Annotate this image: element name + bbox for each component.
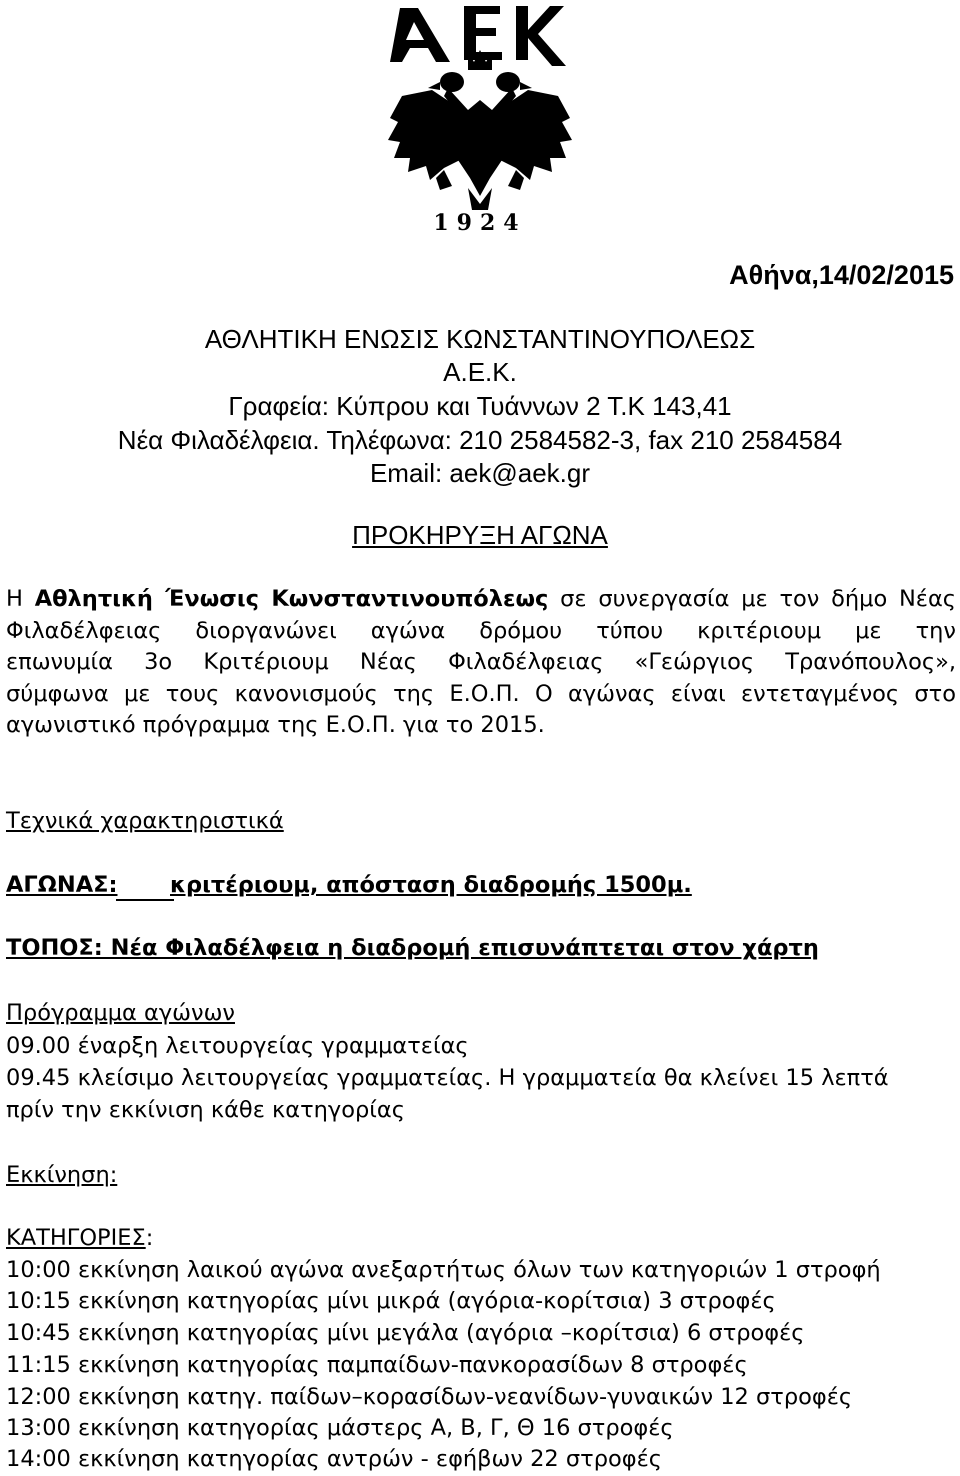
- category-item: 14:00 εκκίνηση κατηγορίας αντρών - εφήβων 22 στροφές: [6, 1446, 662, 1472]
- category-item: 11:15 εκκίνηση κατηγορίας παμπαίδων-πανκορασίδων 8 στροφές: [6, 1352, 748, 1378]
- categories-colon: :: [145, 1225, 154, 1251]
- logo-year: 1924: [433, 210, 527, 236]
- program-line-3: πρίν την εκκίνιση κάθε κατηγορίας: [6, 1097, 405, 1123]
- org-address: Γραφεία: Κύπρου και Τυάννων 2 Τ.Κ 143,41: [228, 391, 732, 421]
- category-item: 12:00 εκκίνηση κατηγ. παίδων–κορασίδων-νεανίδων-γυναικών 12 στροφές: [6, 1384, 853, 1410]
- race-label-underline-gap: [116, 899, 174, 901]
- category-item: 10:15 εκκίνηση κατηγορίας μίνι μικρά (αγόρια-κορίτσια) 3 στροφές: [6, 1288, 776, 1314]
- intro-paragraph: [6, 584, 956, 742]
- program-line-1: 09.00 έναρξη λειτουργείας γραμματείας: [6, 1033, 469, 1059]
- category-item: 13:00 εκκίνηση κατηγορίας μάστερς Α, Β, Γ, Θ 16 στροφές: [6, 1415, 674, 1441]
- race-value: κριτέριουμ, απόσταση διαδρομής 1500μ.: [170, 872, 692, 898]
- federation-name: Αθλητική Ένωσις Κωνσταντινουπόλεως: [34, 586, 549, 612]
- org-name: ΑΘΛΗΤΙΚΗ ΕΝΩΣΙΣ ΚΩΝΣΤΑΝΤΙΝΟΥΠΟΛΕΩΣ: [204, 324, 756, 354]
- program-line-2: 09.45 κλείσιμο λειτουργείας γραμματείας. Η γραμματεία θα κλείνει 15 λεπτά: [6, 1065, 889, 1091]
- intro-line-2: Φιλαδέλφειας διοργανώνει αγώνα δρόμου τύπου κριτέριουμ με την: [6, 617, 956, 644]
- intro-line-5: αγωνιστικό πρόγραμμα της Ε.Ο.Π. για το 2015.: [6, 712, 545, 738]
- intro-line-3: επωνυμία 3ο Κριτέριουμ Νέας Φιλαδέλφειας «Γεώργιος Τρανόπουλος»,: [6, 649, 956, 675]
- category-item: 10:00 εκκίνηση λαικού αγώνα ανεξαρτήτως όλων των κατηγοριών 1 στροφή: [6, 1257, 881, 1283]
- org-email: Email: aek@aek.gr: [369, 458, 591, 488]
- document-date: Αθήνα,14/02/2015: [729, 260, 954, 290]
- categories-heading: ΚΑΤΗΓΟΡΙΕΣ: [6, 1225, 146, 1251]
- org-abbreviation: Α.Ε.Κ.: [443, 357, 517, 387]
- aek-logo: [340, 0, 620, 240]
- race-place: ΤΟΠΟΣ: Νέα Φιλαδέλφεια η διαδρομή επισυνάπτεται στον χάρτη: [6, 935, 819, 961]
- program-heading: Πρόγραμμα αγώνων: [6, 1000, 235, 1026]
- document-title: ΠΡΟΚΗΡΥΞΗ ΑΓΩΝΑ: [352, 520, 608, 550]
- intro-line-1: Η Αθλητική Ένωσις Κωνσταντινουπόλεως σε συνεργασία με τον δήμο Νέας: [6, 586, 956, 612]
- categories-heading-row: [6, 1225, 153, 1251]
- org-phones: Νέα Φιλαδέλφεια. Τηλέφωνα: 210 2584582-3, fax 210 2584584: [117, 425, 843, 455]
- tech-heading: Τεχνικά χαρακτηριστικά: [6, 808, 284, 834]
- race-label: ΑΓΩΝΑΣ:: [6, 872, 118, 898]
- category-item: 10:45 εκκίνηση κατηγορίας μίνι μεγάλα (αγόρια –κορίτσια) 6 στροφές: [6, 1320, 805, 1346]
- eagle-emblem: [388, 50, 572, 210]
- start-heading: Εκκίνηση:: [6, 1162, 118, 1188]
- intro-line-4: σύμφωνα με τους κανονισμούς της Ε.Ο.Π. Ο αγώνας είναι εντεταγμένος στο: [6, 680, 956, 707]
